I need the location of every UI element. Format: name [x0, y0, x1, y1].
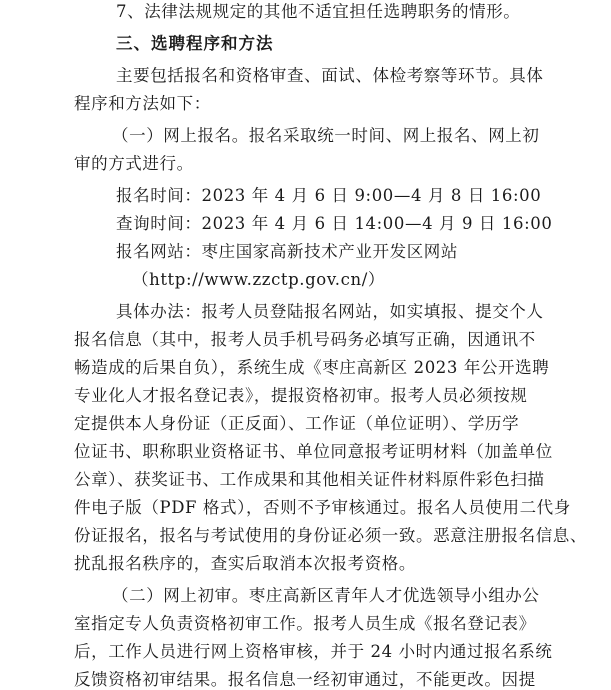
method-line-4: 专业化人才报名登记表》，提报资格初审。报考人员必须按规 — [74, 386, 528, 405]
method-line-2: 报名信息（其中，报考人员手机号码务必填写正确，因通讯不 — [74, 330, 536, 349]
part-2-line-3: 后，工作人员进行网上资格审核，并于 24 小时内通过报名系统 — [74, 642, 553, 661]
part-2-line-4: 反馈资格初审结果。报名信息一经初审通过，不能更改。因提 — [74, 670, 536, 689]
method-line-7: 公章）、获奖证书、工作成果和其他相关证件材料原件彩色扫描 — [74, 470, 545, 489]
website-url: （http://www.zzctp.gov.cn/） — [132, 270, 385, 289]
website-label: 报名网站：枣庄国家高新技术产业开发区网站 — [116, 242, 458, 261]
method-line-9: 份证报名，报名与考试使用的身份证必须一致。恶意注册报名信息、 — [74, 526, 587, 545]
query-time: 查询时间：2023 年 4 月 6 日 14:00—4 月 9 日 16:00 — [116, 214, 553, 233]
part-2-line-2: 室指定专人负责资格初审工作。报考人员生成《报名登记表》 — [74, 614, 536, 633]
method-line-8: 件电子版（PDF 格式），否则不予审核通过。报名人员使用二代身 — [74, 498, 571, 517]
part-1-line-1: （一）网上报名。报名采取统一时间、网上报名、网上初 — [112, 126, 540, 145]
section-3-heading: 三、选聘程序和方法 — [116, 34, 274, 53]
registration-time: 报名时间：2023 年 4 月 6 日 9:00—4 月 8 日 16:00 — [116, 186, 542, 205]
method-line-1: 具体办法：报考人员登陆报名网站，如实填报、提交个人 — [116, 302, 544, 321]
section-3-intro-line-2: 程序和方法如下： — [74, 94, 211, 113]
item-7-text: 7、法律法规规定的其他不适宜担任选聘职务的情形。 — [116, 2, 521, 21]
part-1-line-2: 审的方式进行。 — [74, 154, 194, 173]
section-3-intro-line-1: 主要包括报名和资格审查、面试、体检考察等环节。具体 — [116, 66, 544, 85]
method-line-5: 定提供本人身份证（正反面）、工作证（单位证明）、学历学 — [74, 414, 520, 433]
method-line-6: 位证书、职称职业资格证书、单位同意报考证明材料（加盖单位 — [74, 442, 553, 461]
part-2-line-1: （二）网上初审。枣庄高新区青年人才优选领导小组办公 — [112, 586, 540, 605]
method-line-3: 畅造成的后果自负），系统生成《枣庄高新区 2023 年公开选聘 — [74, 358, 550, 377]
method-line-10: 扰乱报名秩序的，查实后取消本次报考资格。 — [74, 554, 416, 573]
